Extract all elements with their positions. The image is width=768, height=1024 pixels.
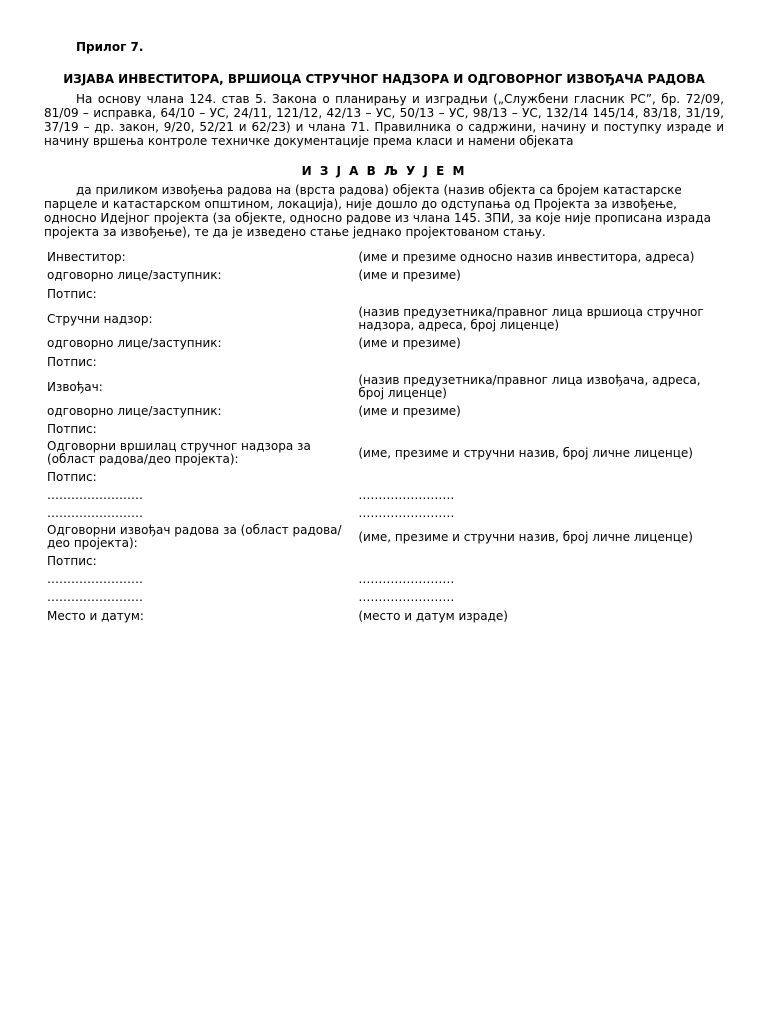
field-label-place-date: Место и датум: xyxy=(47,608,144,623)
field-value-supervision-representative: (име и презиме) xyxy=(358,335,461,350)
field-value-contractor-representative: (име и презиме) xyxy=(358,403,461,418)
field-value-investor-representative: (име и презиме) xyxy=(358,267,461,282)
document-title: ИЗЈАВА ИНВЕСТИТОРА, ВРШИОЦА СТРУЧНОГ НАДЗОРА И ОДГОВОРНОГ ИЗВОЂАЧА РАДОВА xyxy=(63,72,705,86)
field-value-supervision: (назив предузетника/правног лица вршиоца стручног надзора, адреса, број лиценце) xyxy=(358,305,704,332)
table-row xyxy=(44,266,724,284)
field-value-investor: (име и презиме односно назив инвеститора, адреса) xyxy=(358,249,695,264)
table-row xyxy=(44,570,724,588)
table-row xyxy=(44,438,724,468)
field-value-responsible-supervisor: (име, презиме и стручни назив, број личне лиценце) xyxy=(358,445,693,460)
signature-space-investor xyxy=(355,284,724,304)
field-value-place-date: (место и датум израде) xyxy=(358,608,508,623)
intro-paragraph: На основу члана 124. став 5. Закона о планирању и изградњи („Службени гласник РС”, бр. 72/09, 81/09 – исправка, 64/10 – УС, 24/11, 121/12, 42/13 – УС, 50/13 – УС, 98/13 – УС, 132/14 145/14, 83/18, 31/19, 37/19 – др. закон, 9/20, 52/21 и 62/23) и члана 71. Правилника о садржини, начину и поступку израде и начину вршења контроле техничке документације према класи и намени објеката xyxy=(44,92,724,148)
dotted-line: …………………… xyxy=(358,505,455,520)
table-row xyxy=(44,334,724,352)
signature-space-responsible-contractor xyxy=(355,552,724,570)
field-label-contractor: Извођач: xyxy=(47,379,103,394)
annex-label: Прилог 7. xyxy=(76,40,144,54)
dotted-line: …………………… xyxy=(47,571,143,586)
declaration-heading: И З Ј А В Љ У Ј Е М xyxy=(301,164,467,178)
table-row xyxy=(44,402,724,420)
field-label-supervision-signature: Потпис: xyxy=(47,354,97,369)
table-row xyxy=(44,372,724,402)
table-row xyxy=(44,304,724,334)
table-row xyxy=(44,284,724,304)
table-row xyxy=(44,468,724,486)
table-row xyxy=(44,606,724,626)
table-row xyxy=(44,420,724,438)
field-value-responsible-contractor: (име, презиме и стручни назив, број личне лиценце) xyxy=(358,529,693,544)
dotted-line: …………………… xyxy=(358,589,455,604)
table-row xyxy=(44,352,724,372)
table-row xyxy=(44,504,724,522)
table-row xyxy=(44,486,724,504)
field-label-responsible-supervisor: Одговорни вршилац стручног надзора за (област радова/део пројекта): xyxy=(47,439,311,466)
field-label-investor-signature: Потпис: xyxy=(47,286,97,301)
table-row xyxy=(44,522,724,552)
declaration-paragraph: да приликом извођења радова на (врста радова) објекта (назив објекта са бројем катастарске парцеле и катастарском општином, локација), није дошло до одступања од Пројекта за извођење, односно Идејног пројекта (за објекте, односно радове из члана 145. ЗПИ, за које није прописана израда пројекта за извођење), те да је изведено стање једнако пројектованом стању. xyxy=(44,183,711,239)
table-row xyxy=(44,588,724,606)
signature-space-responsible-supervisor xyxy=(355,468,724,486)
dotted-line: …………………… xyxy=(47,589,143,604)
dotted-line: …………………… xyxy=(47,487,143,502)
field-label-supervision-representative: одговорно лице/заступник: xyxy=(47,335,222,350)
signature-table xyxy=(44,248,724,626)
field-label-responsible-supervisor-signature: Потпис: xyxy=(47,469,97,484)
field-label-responsible-contractor-signature: Потпис: xyxy=(47,553,97,568)
field-label-responsible-contractor: Одговорни извођач радова за (област радова/део пројекта): xyxy=(47,523,342,550)
field-value-contractor: (назив предузетника/правног лица извођача, адреса, број лиценце) xyxy=(358,373,701,400)
table-row xyxy=(44,248,724,266)
dotted-line: …………………… xyxy=(358,487,455,502)
field-label-supervision: Стручни надзор: xyxy=(47,311,153,326)
field-label-investor-representative: одговорно лице/заступник: xyxy=(47,267,222,282)
dotted-line: …………………… xyxy=(358,571,455,586)
signature-space-contractor xyxy=(355,420,724,438)
dotted-line: …………………… xyxy=(47,505,143,520)
signature-space-supervision xyxy=(355,352,724,372)
field-label-contractor-representative: одговорно лице/заступник: xyxy=(47,403,222,418)
table-row xyxy=(44,552,724,570)
field-label-investor: Инвеститор: xyxy=(47,249,126,264)
field-label-contractor-signature: Потпис: xyxy=(47,421,97,436)
